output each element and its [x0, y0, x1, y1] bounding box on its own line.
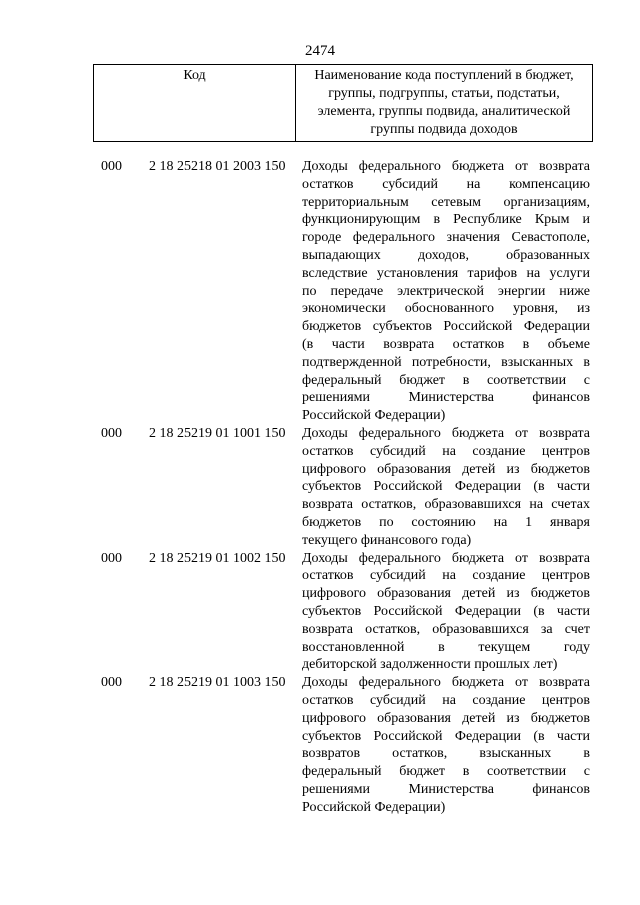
description-line: цифрового образования детей из бюджетов: [302, 710, 590, 726]
description-line: экономически обоснованного уровня, из: [302, 301, 590, 317]
header-name-line: Наименование кода поступлений в бюджет,: [314, 68, 574, 83]
table-row: [0, 425, 640, 550]
description-line: текущего финансового года): [302, 532, 472, 548]
description-line: Доходы федерального бюджета от возврата: [302, 425, 590, 441]
description-line: выпадающих доходов, образованных: [302, 247, 590, 263]
table-row: [0, 158, 640, 425]
description-line: (в части возврата остатков в объеме: [302, 336, 590, 352]
description-line: решениями Министерства финансов: [302, 781, 590, 797]
description-line: функционирующим в Республике Крым и: [302, 212, 590, 228]
page-number: 2474: [305, 43, 335, 59]
table-body: [0, 158, 640, 816]
admin-code: 000: [101, 425, 122, 441]
table-header: [93, 64, 593, 142]
description-line: дебиторской задолженности прошлых лет): [302, 657, 558, 673]
revenue-description: [302, 550, 590, 675]
header-name-cell: [296, 65, 592, 141]
admin-code: 000: [101, 675, 122, 691]
description-line: субъектов Российской Федерации (в части: [302, 603, 590, 619]
description-line: остатков субсидий на компенсацию: [302, 176, 590, 192]
header-name-line: группы подвида доходов: [370, 122, 518, 137]
description-line: решениями Министерства финансов: [302, 390, 590, 406]
revenue-description: [302, 158, 590, 425]
description-line: бюджетов субъектов Российской Федерации: [302, 319, 590, 335]
description-line: вследствие установления тарифов на услуги: [302, 265, 590, 281]
description-line: Доходы федерального бюджета от возврата: [302, 550, 590, 566]
revenue-code: 2 18 25218 01 2003 150: [149, 159, 286, 174]
description-line: городе федерального значения Севастополе,: [302, 230, 590, 246]
description-line: субъектов Российской Федерации (в части: [302, 728, 590, 744]
description-line: Российской Федерации): [302, 799, 446, 815]
description-line: цифрового образования детей из бюджетов: [302, 586, 590, 602]
revenue-code: 2 18 25219 01 1002 150: [149, 550, 286, 566]
description-line: территориальным сетевым организациям,: [302, 194, 590, 210]
revenue-code: 2 18 25219 01 1001 150: [149, 425, 286, 441]
admin-code: 000: [101, 159, 122, 174]
description-line: восстановленной в текущем году: [302, 639, 590, 655]
description-line: субъектов Российской Федерации (в части: [302, 479, 590, 495]
description-line: остатков субсидий на создание центров: [302, 692, 590, 708]
table-row: [0, 674, 640, 816]
description-line: по передаче электрической энергии ниже: [302, 283, 590, 299]
description-line: Доходы федерального бюджета от возврата: [302, 159, 590, 174]
header-name-line: группы, подгруппы, статьи, подстатьи,: [328, 86, 560, 101]
revenue-description: [302, 425, 590, 550]
description-line: Доходы федерального бюджета от возврата: [302, 675, 590, 691]
description-line: Российской Федерации): [302, 408, 446, 424]
description-line: остатков субсидий на создание центров: [302, 443, 590, 459]
description-line: федеральный бюджет в соответствии с: [302, 372, 590, 388]
description-line: возвратов остатков, взысканных в: [302, 746, 590, 762]
revenue-description: [302, 674, 590, 816]
header-code-label: Код: [183, 68, 206, 83]
description-line: возврата остатков, образовавшихся на счетах: [302, 497, 590, 513]
admin-code: 000: [101, 550, 122, 566]
description-line: федеральный бюджет в соответствии с: [302, 764, 590, 780]
header-name-line: элемента, группы подвида, аналитической: [317, 104, 571, 119]
table-row: [0, 550, 640, 675]
revenue-code: 2 18 25219 01 1003 150: [149, 675, 286, 691]
description-line: цифрового образования детей из бюджетов: [302, 461, 590, 477]
header-code-cell: [94, 65, 296, 141]
description-line: возврата остатков, образовавшихся за счет: [302, 621, 590, 637]
description-line: остатков субсидий на создание центров: [302, 568, 590, 584]
description-line: бюджетов по состоянию на 1 января: [302, 514, 590, 530]
description-line: подтвержденной потребности, взысканных в: [302, 354, 590, 370]
